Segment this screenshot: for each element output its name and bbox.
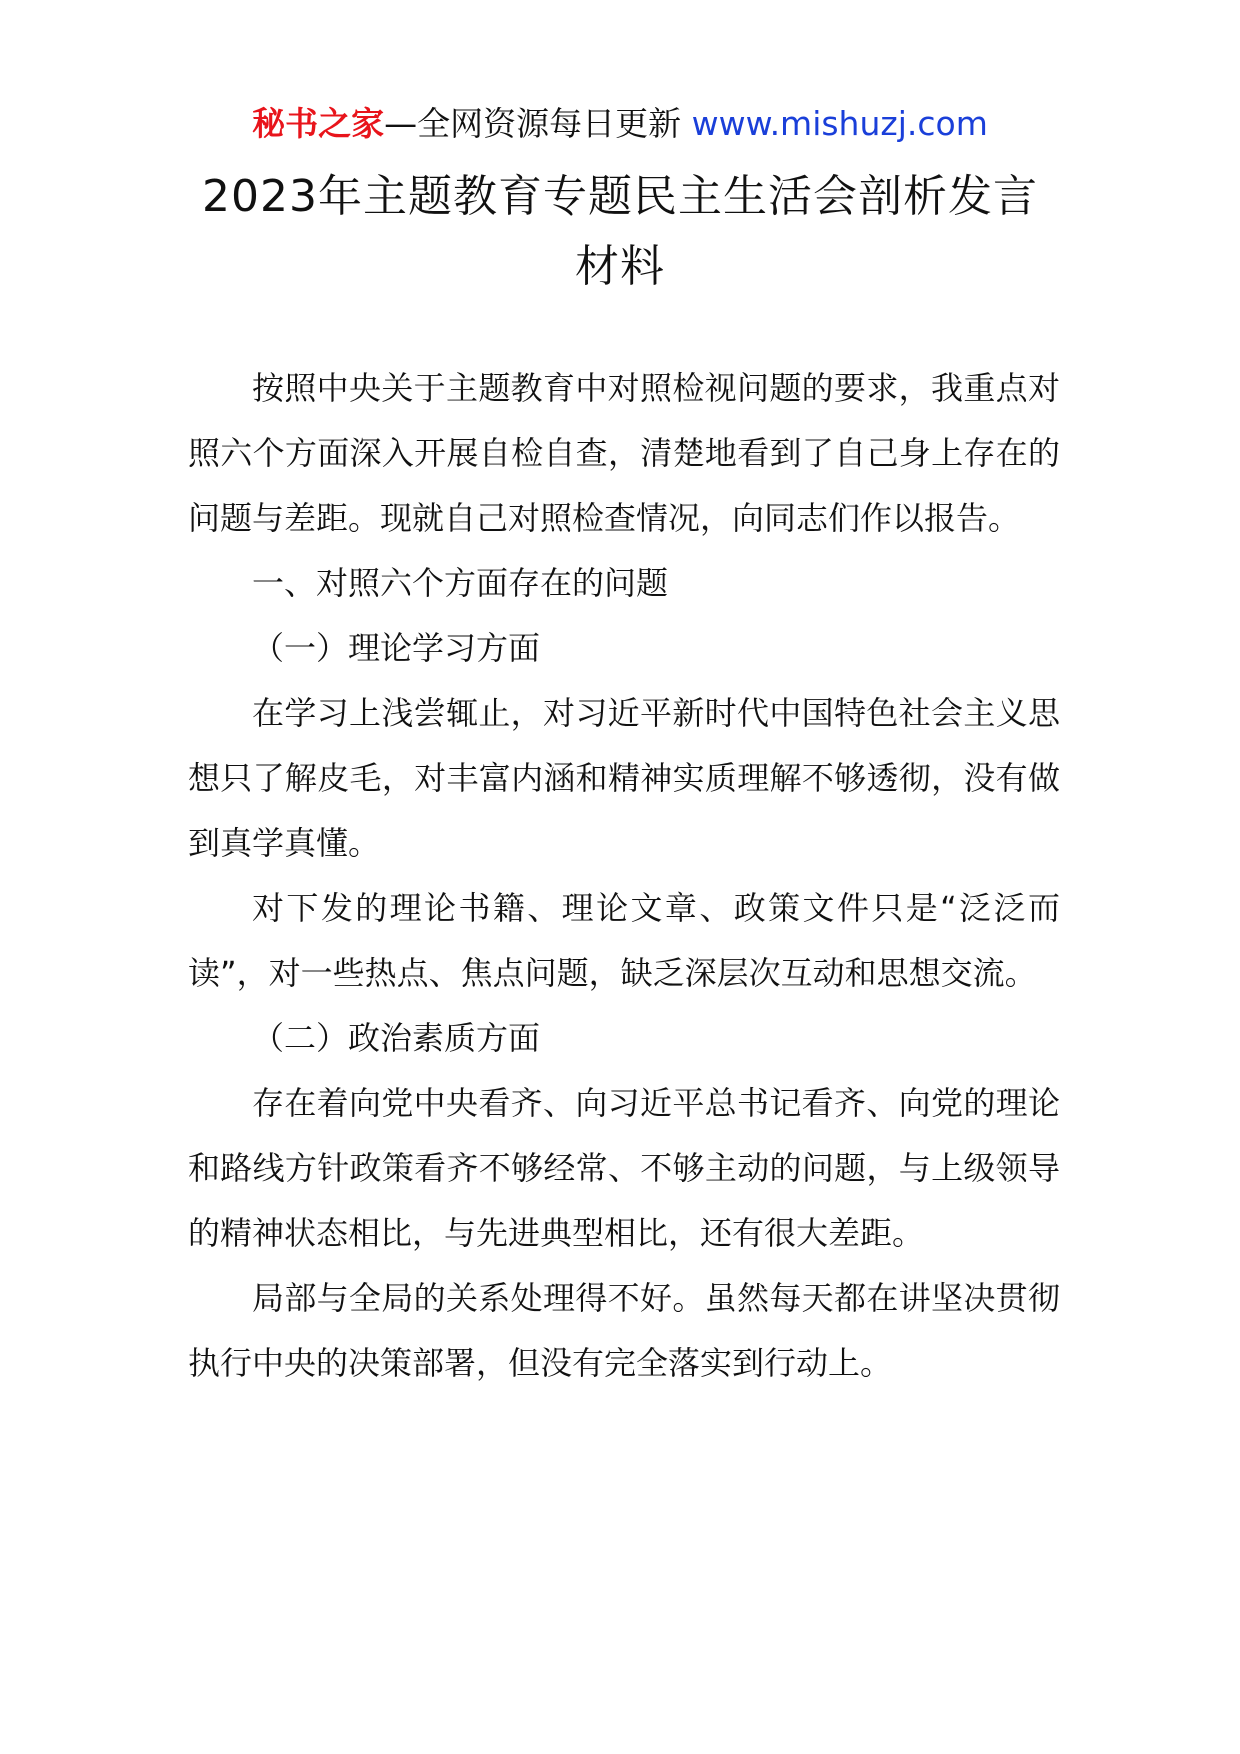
site-banner bbox=[0, 102, 1240, 146]
document-title: 2023年主题教育专题民主生活会剖析发言材料 bbox=[202, 171, 1038, 292]
document-body bbox=[188, 356, 1060, 1396]
paragraph-theory-1: 在学习上浅尝辄止，对习近平新时代中国特色社会主义思想只了解皮毛，对丰富内涵和精神实质理解不够透彻，没有做到真学真懂。 bbox=[188, 694, 1060, 862]
paragraph-politics-1: 存在着向党中央看齐、向习近平总书记看齐、向党的理论和路线方针政策看齐不够经常、不够主动的问题，与上级领导的精神状态相比，与先进典型相比，还有很大差距。 bbox=[188, 1084, 1060, 1252]
paragraph-politics-2: 局部与全局的关系处理得不好。虽然每天都在讲坚决贯彻执行中央的决策部署，但没有完全落实到行动上。 bbox=[188, 1279, 1060, 1382]
paragraph-intro: 按照中央关于主题教育中对照检视问题的要求，我重点对照六个方面深入开展自检自查，清楚地看到了自己身上存在的问题与差距。现就自己对照检查情况，向同志们作以报告。 bbox=[188, 369, 1060, 537]
site-url-link[interactable]: www.mishuzj.com bbox=[691, 104, 988, 143]
brand-name: 秘书之家 bbox=[252, 104, 385, 143]
section-heading-1: 一、对照六个方面存在的问题 bbox=[252, 564, 669, 602]
subsection-heading-politics: （二）政治素质方面 bbox=[252, 1019, 541, 1057]
banner-slogan: —全网资源每日更新 bbox=[384, 104, 692, 143]
paragraph-theory-2: 对下发的理论书籍、理论文章、政策文件只是“泛泛而读”，对一些热点、焦点问题，缺乏深层次互动和思想交流。 bbox=[188, 889, 1060, 992]
subsection-heading-theory: （一）理论学习方面 bbox=[252, 629, 541, 667]
